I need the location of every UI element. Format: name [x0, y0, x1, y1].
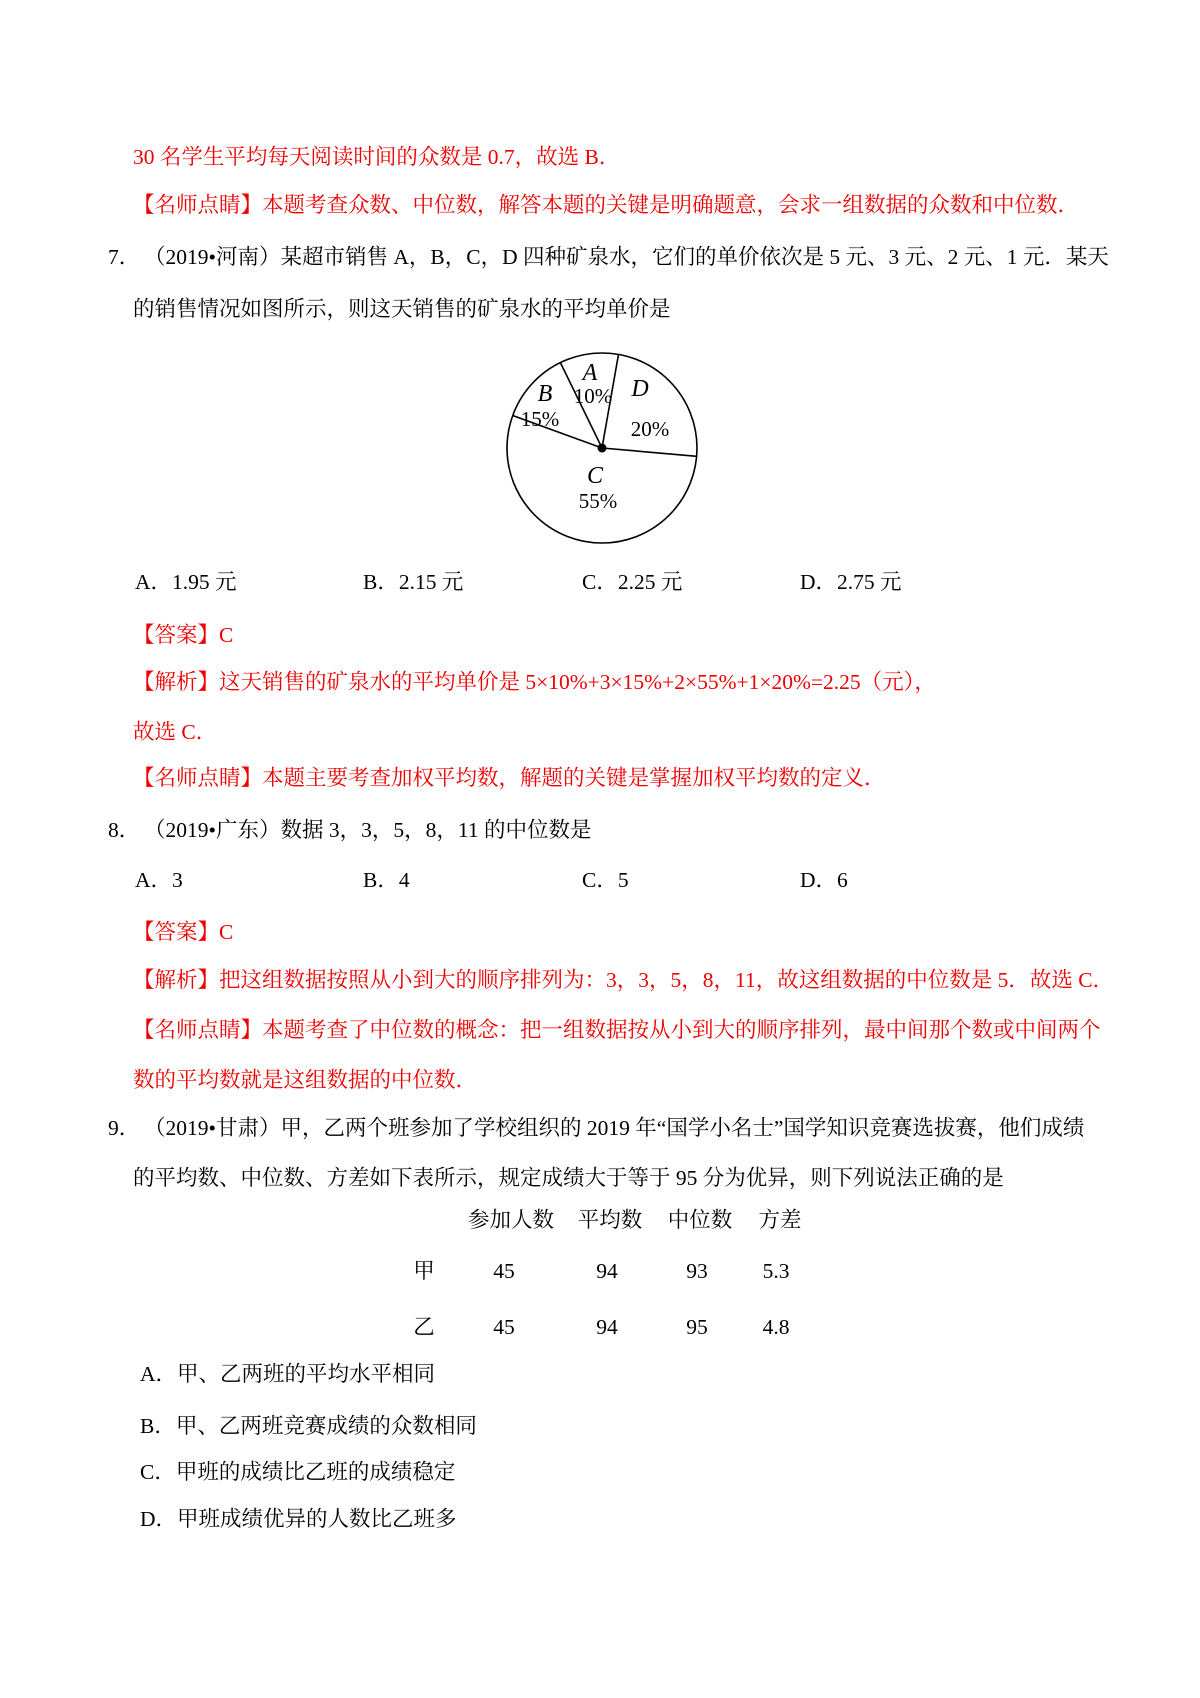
slice-label-d: D: [631, 376, 649, 402]
slice-label-a: A: [582, 360, 598, 386]
q8-option-b: B．4: [363, 868, 410, 892]
slice-pct-d: 20%: [630, 417, 670, 441]
q7-option-c: C．2.25 元: [582, 570, 683, 594]
q7-stem-line-1: [108, 243, 1109, 271]
slice-pct-c: 55%: [578, 489, 618, 513]
table-row2-label: 乙: [413, 1315, 435, 1339]
table-header-median: 中位数: [667, 1208, 733, 1232]
slice-label-b: B: [537, 381, 553, 407]
q9-stem-text-1: （2019•甘肃）甲，乙两个班参加了学校组织的 2019 年“国学小名士”国学知识竞赛选拔赛，他们成绩: [144, 1116, 1085, 1140]
q9-number: 9．: [108, 1116, 141, 1140]
q8-option-c: C．5: [582, 868, 629, 892]
table-row1-cell-4: 5.3: [762, 1259, 790, 1283]
q8-option-d: D．6: [800, 868, 848, 892]
q7-option-d: D．2.75 元: [800, 570, 902, 594]
q7-answer-line: 【答案】C: [133, 623, 234, 647]
table-row1-cell-1: 45: [493, 1259, 515, 1283]
q8-number: 8．: [108, 818, 141, 842]
pie-center-dot: [598, 444, 607, 453]
q7-analysis-line-1: 【解析】这天销售的矿泉水的平均单价是 5×10%+3×15%+2×55%+1×20%=2.25（元），: [133, 670, 936, 694]
prev-solution-line: 30 名学生平均每天阅读时间的众数是 0.7，故选 B．: [133, 145, 621, 169]
q8-analysis-line: 【解析】把这组数据按照从小到大的顺序排列为：3，3，5，8，11，故这组数据的中位数是 5．故选 C．: [133, 968, 1115, 992]
q9-option-c: C．甲班的成绩比乙班的成绩稳定: [140, 1460, 456, 1484]
q7-option-b: B．2.15 元: [363, 570, 464, 594]
q8-option-a: A．3: [135, 868, 183, 892]
table-header-mean: 平均数: [577, 1208, 643, 1232]
q9-option-d: D．甲班成绩优异的人数比乙班多: [140, 1507, 457, 1531]
pie-chart-svg: [488, 328, 720, 556]
q8-stem-line: [108, 816, 591, 844]
slice-pct-b: 15%: [520, 407, 560, 431]
table-row1-label: 甲: [413, 1259, 435, 1283]
q7-stem-text-1: （2019•河南）某超市销售 A，B，C，D 四种矿泉水，它们的单价依次是 5 元、3 元、2 元、1 元．某天: [144, 245, 1109, 269]
table-row1-cell-2: 94: [596, 1259, 618, 1283]
q7-option-a: A．1.95 元: [135, 570, 237, 594]
q8-teacher-note-line-2: 数的平均数就是这组数据的中位数．: [133, 1068, 478, 1092]
slice-pct-a: 10%: [573, 384, 613, 408]
q7-stem-line-2: 的销售情况如图所示，则这天销售的矿泉水的平均单价是: [133, 297, 671, 321]
pie-chart: [488, 328, 720, 556]
q9-option-b: B．甲、乙两班竞赛成绩的众数相同: [140, 1414, 477, 1438]
q8-teacher-note-line-1: 【名师点睛】本题考查了中位数的概念：把一组数据按从小到大的顺序排列，最中间那个数或中间两个: [133, 1018, 1101, 1042]
table-row2-cell-4: 4.8: [762, 1315, 790, 1339]
table-row2-cell-2: 94: [596, 1315, 618, 1339]
q8-stem-text: （2019•广东）数据 3，3，5，8，11 的中位数是: [144, 818, 592, 842]
table-header-participants: 参加人数: [467, 1208, 555, 1232]
table-row2-cell-3: 95: [686, 1315, 708, 1339]
slice-label-c: C: [586, 463, 604, 489]
q7-teacher-note-line: 【名师点睛】本题主要考查加权平均数，解题的关键是掌握加权平均数的定义．: [133, 766, 886, 790]
q7-number: 7．: [108, 245, 141, 269]
table-row2-cell-1: 45: [493, 1315, 515, 1339]
table-header-variance: 方差: [758, 1208, 802, 1232]
q9-stem-line-1: [108, 1114, 1084, 1142]
q7-analysis-line-2: 故选 C．: [133, 720, 218, 744]
prev-teacher-note-line: 【名师点睛】本题考查众数、中位数，解答本题的关键是明确题意，会求一组数据的众数和中位数．: [133, 193, 1080, 217]
q9-option-a: A．甲、乙两班的平均水平相同: [140, 1362, 436, 1386]
q9-stem-line-2: 的平均数、中位数、方差如下表所示，规定成绩大于等于 95 分为优异，则下列说法正确的是: [133, 1166, 1004, 1190]
table-row1-cell-3: 93: [686, 1259, 708, 1283]
q8-answer-line: 【答案】C: [133, 920, 234, 944]
